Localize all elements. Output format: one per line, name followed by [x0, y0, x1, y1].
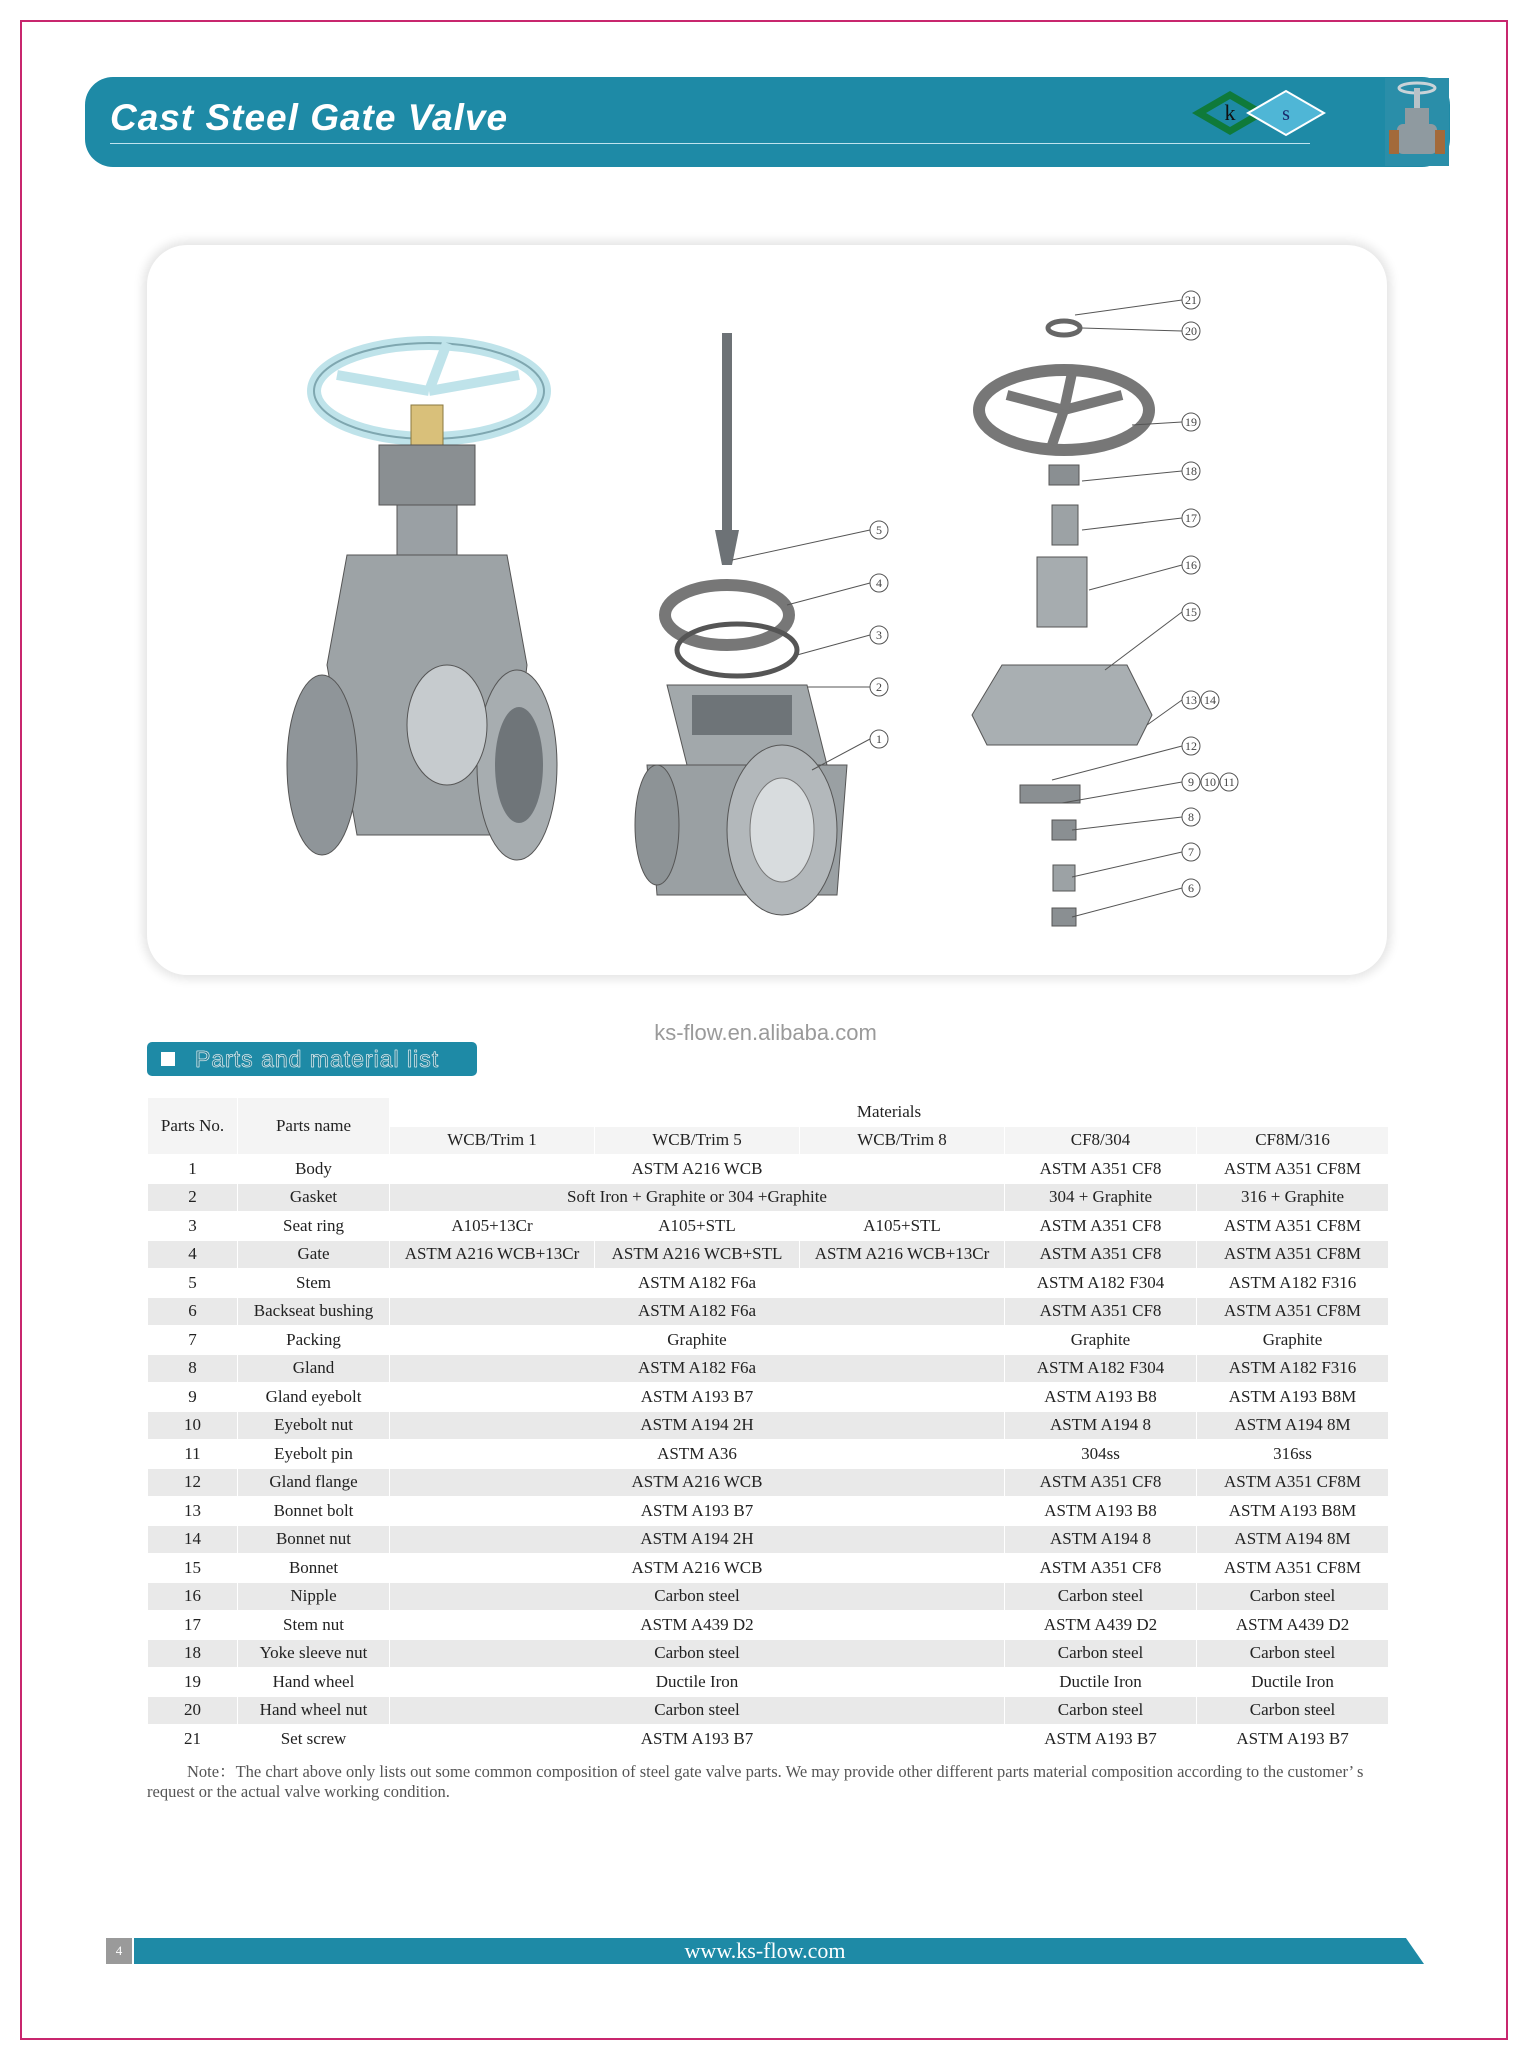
cell-no: 18 [148, 1639, 238, 1668]
cell-cf8m: ASTM A439 D2 [1197, 1611, 1389, 1640]
cell-cf8: ASTM A194 8 [1005, 1411, 1197, 1440]
callout-9: 9 [1188, 775, 1194, 789]
cell-name: Backseat bushing [238, 1297, 390, 1326]
table-row [148, 1155, 1389, 1184]
cell-wcb: ASTM A193 B7 [390, 1497, 1005, 1526]
cell-name: Gland eyebolt [238, 1383, 390, 1412]
cell-cf8m: ASTM A193 B8M [1197, 1497, 1389, 1526]
header-grade: WCB/Trim 1 [390, 1126, 595, 1155]
cell-cf8m: ASTM A194 8M [1197, 1525, 1389, 1554]
cell-cf8: ASTM A193 B8 [1005, 1497, 1197, 1526]
cell-cf8m: ASTM A351 CF8M [1197, 1155, 1389, 1184]
cell-no: 16 [148, 1582, 238, 1611]
cell-no: 14 [148, 1525, 238, 1554]
company-logo [1190, 88, 1340, 138]
section-bullet-icon [161, 1052, 175, 1066]
logo-letter-s: s [1282, 103, 1290, 125]
table-row [148, 1440, 1389, 1469]
cell-trim1: ASTM A216 WCB+13Cr [390, 1240, 595, 1269]
cell-wcb: ASTM A182 F6a [390, 1354, 1005, 1383]
table-row [148, 1183, 1389, 1212]
cell-cf8m: ASTM A351 CF8M [1197, 1554, 1389, 1583]
cell-wcb: ASTM A216 WCB [390, 1155, 1005, 1184]
callout-6: 6 [1188, 881, 1194, 895]
cell-name: Yoke sleeve nut [238, 1639, 390, 1668]
table-row [148, 1554, 1389, 1583]
cell-no: 9 [148, 1383, 238, 1412]
cell-no: 2 [148, 1183, 238, 1212]
cell-trim5: A105+STL [595, 1212, 800, 1241]
cell-no: 15 [148, 1554, 238, 1583]
cell-cf8: ASTM A351 CF8 [1005, 1155, 1197, 1184]
callout-2: 2 [876, 680, 882, 694]
cell-cf8: 304 + Graphite [1005, 1183, 1197, 1212]
table-row [148, 1639, 1389, 1668]
table-row [148, 1411, 1389, 1440]
cell-no: 13 [148, 1497, 238, 1526]
cell-wcb: Carbon steel [390, 1696, 1005, 1725]
table-row [148, 1269, 1389, 1298]
section-title: Parts and material list [195, 1046, 440, 1072]
cell-cf8m: 316 + Graphite [1197, 1183, 1389, 1212]
cell-wcb: ASTM A36 [390, 1440, 1005, 1469]
cell-wcb: Ductile Iron [390, 1668, 1005, 1697]
cell-cf8m: ASTM A351 CF8M [1197, 1240, 1389, 1269]
cell-name: Stem nut [238, 1611, 390, 1640]
cell-cf8m: ASTM A351 CF8M [1197, 1468, 1389, 1497]
cell-cf8: ASTM A182 F304 [1005, 1269, 1197, 1298]
cell-cf8m: Ductile Iron [1197, 1668, 1389, 1697]
cell-cf8: ASTM A193 B8 [1005, 1383, 1197, 1412]
cell-name: Eyebolt nut [238, 1411, 390, 1440]
cell-cf8: Ductile Iron [1005, 1668, 1197, 1697]
cell-cf8m: Carbon steel [1197, 1639, 1389, 1668]
cell-no: 12 [148, 1468, 238, 1497]
cell-wcb: Carbon steel [390, 1639, 1005, 1668]
table-row [148, 1582, 1389, 1611]
cell-cf8m: Carbon steel [1197, 1582, 1389, 1611]
cell-no: 11 [148, 1440, 238, 1469]
callout-19: 19 [1185, 415, 1197, 429]
table-row [148, 1497, 1389, 1526]
cell-cf8: Graphite [1005, 1326, 1197, 1355]
page-number: 4 [106, 1938, 132, 1964]
section-heading [147, 1042, 477, 1076]
cell-cf8m: ASTM A182 F316 [1197, 1269, 1389, 1298]
cell-no: 8 [148, 1354, 238, 1383]
cell-name: Bonnet bolt [238, 1497, 390, 1526]
callout-7: 7 [1188, 845, 1194, 859]
table-row [148, 1354, 1389, 1383]
header-grade: CF8M/316 [1197, 1126, 1389, 1155]
cell-cf8m: Graphite [1197, 1326, 1389, 1355]
valve-exploded-diagram [147, 245, 1387, 975]
cell-name: Gate [238, 1240, 390, 1269]
callout-4: 4 [876, 576, 882, 590]
cell-cf8m: ASTM A193 B8M [1197, 1383, 1389, 1412]
cell-wcb: ASTM A439 D2 [390, 1611, 1005, 1640]
parts-material-table [147, 1097, 1389, 1754]
cell-name: Stem [238, 1269, 390, 1298]
cell-cf8m: ASTM A351 CF8M [1197, 1212, 1389, 1241]
cell-cf8m: 316ss [1197, 1440, 1389, 1469]
cell-wcb: ASTM A194 2H [390, 1525, 1005, 1554]
cell-name: Hand wheel [238, 1668, 390, 1697]
cell-cf8: ASTM A351 CF8 [1005, 1468, 1197, 1497]
cell-cf8: ASTM A193 B7 [1005, 1725, 1197, 1754]
table-row [148, 1611, 1389, 1640]
table-row [148, 1383, 1389, 1412]
body-exploded-illustration [635, 333, 847, 915]
callout-8: 8 [1188, 810, 1194, 824]
table-row [148, 1525, 1389, 1554]
cell-name: Set screw [238, 1725, 390, 1754]
cell-wcb: Soft Iron + Graphite or 304 +Graphite [390, 1183, 1005, 1212]
cell-name: Bonnet [238, 1554, 390, 1583]
header-parts-no: Parts No. [148, 1098, 238, 1155]
title-underline [110, 143, 1310, 144]
cell-trim1: A105+13Cr [390, 1212, 595, 1241]
callout-21: 21 [1185, 293, 1197, 307]
table-row [148, 1696, 1389, 1725]
watermark-text: ks-flow.en.alibaba.com [654, 1020, 877, 1045]
cell-wcb: Graphite [390, 1326, 1005, 1355]
cell-name: Bonnet nut [238, 1525, 390, 1554]
callout-3: 3 [876, 628, 882, 642]
cell-wcb: ASTM A182 F6a [390, 1269, 1005, 1298]
cell-cf8: ASTM A439 D2 [1005, 1611, 1197, 1640]
cell-no: 20 [148, 1696, 238, 1725]
table-row [148, 1725, 1389, 1754]
cell-wcb: ASTM A193 B7 [390, 1725, 1005, 1754]
cell-trim8: A105+STL [800, 1212, 1005, 1241]
cell-no: 7 [148, 1326, 238, 1355]
table-row [148, 1212, 1389, 1241]
table-row [148, 1297, 1389, 1326]
cell-name: Gland flange [238, 1468, 390, 1497]
callout-12: 12 [1185, 739, 1197, 753]
cell-wcb: ASTM A216 WCB [390, 1554, 1005, 1583]
cell-name: Body [238, 1155, 390, 1184]
cell-cf8: ASTM A351 CF8 [1005, 1297, 1197, 1326]
cell-cf8m: ASTM A182 F316 [1197, 1354, 1389, 1383]
table-row [148, 1240, 1389, 1269]
cell-cf8: Carbon steel [1005, 1582, 1197, 1611]
cell-cf8m: ASTM A193 B7 [1197, 1725, 1389, 1754]
header-materials: Materials [390, 1098, 1389, 1127]
cell-cf8m: Carbon steel [1197, 1696, 1389, 1725]
cell-no: 10 [148, 1411, 238, 1440]
callout-16: 16 [1185, 558, 1197, 572]
cell-cf8: Carbon steel [1005, 1639, 1197, 1668]
cell-cf8: ASTM A351 CF8 [1005, 1240, 1197, 1269]
cell-cf8: ASTM A182 F304 [1005, 1354, 1197, 1383]
callout-15: 15 [1185, 605, 1197, 619]
cell-wcb: Carbon steel [390, 1582, 1005, 1611]
valve-illustration-panel [147, 245, 1387, 975]
logo-letter-k: k [1224, 100, 1236, 125]
header-grade: WCB/Trim 8 [800, 1126, 1005, 1155]
cell-name: Hand wheel nut [238, 1696, 390, 1725]
cell-wcb: ASTM A216 WCB [390, 1468, 1005, 1497]
cell-trim5: ASTM A216 WCB+STL [595, 1240, 800, 1269]
header-grade: CF8/304 [1005, 1126, 1197, 1155]
cell-no: 19 [148, 1668, 238, 1697]
callout-18: 18 [1185, 464, 1197, 478]
cell-name: Seat ring [238, 1212, 390, 1241]
callout-11: 11 [1223, 775, 1235, 789]
table-row [148, 1326, 1389, 1355]
cell-trim8: ASTM A216 WCB+13Cr [800, 1240, 1005, 1269]
cell-cf8m: ASTM A351 CF8M [1197, 1297, 1389, 1326]
page-footer [106, 1938, 1424, 1964]
cell-name: Packing [238, 1326, 390, 1355]
cell-no: 6 [148, 1297, 238, 1326]
cell-no: 3 [148, 1212, 238, 1241]
callout-10: 10 [1204, 775, 1216, 789]
cell-name: Gland [238, 1354, 390, 1383]
callout-17: 17 [1185, 511, 1197, 525]
callout-20: 20 [1185, 324, 1197, 338]
cutaway-valve-illustration [287, 343, 557, 860]
callout-5: 5 [876, 523, 882, 537]
bonnet-exploded-illustration [972, 321, 1152, 926]
callout-1: 1 [876, 732, 882, 746]
footer-url: www.ks-flow.com [684, 1938, 846, 1963]
cell-cf8: ASTM A194 8 [1005, 1525, 1197, 1554]
cell-wcb: ASTM A182 F6a [390, 1297, 1005, 1326]
callout-13: 13 [1185, 693, 1197, 707]
cell-wcb: ASTM A193 B7 [390, 1383, 1005, 1412]
header-parts-name: Parts name [238, 1098, 390, 1155]
cell-cf8: ASTM A351 CF8 [1005, 1554, 1197, 1583]
cell-cf8: 304ss [1005, 1440, 1197, 1469]
valve-thumbnail [1385, 78, 1449, 166]
cell-cf8: Carbon steel [1005, 1696, 1197, 1725]
cell-wcb: ASTM A194 2H [390, 1411, 1005, 1440]
cell-no: 5 [148, 1269, 238, 1298]
cell-no: 1 [148, 1155, 238, 1184]
page-title: Cast Steel Gate Valve [110, 97, 509, 138]
header-grade: WCB/Trim 5 [595, 1126, 800, 1155]
cell-no: 4 [148, 1240, 238, 1269]
callout-14: 14 [1204, 693, 1216, 707]
table-row [148, 1468, 1389, 1497]
cell-no: 17 [148, 1611, 238, 1640]
cell-name: Eyebolt pin [238, 1440, 390, 1469]
cell-no: 21 [148, 1725, 238, 1754]
cell-name: Gasket [238, 1183, 390, 1212]
table-row [148, 1668, 1389, 1697]
cell-cf8: ASTM A351 CF8 [1005, 1212, 1197, 1241]
table-note: Note：The chart above only lists out some common composition of steel gate valve parts. We may provide other different parts material composition according to the customer’ s request or the actual valve working condition. [147, 1762, 1364, 1801]
cell-cf8m: ASTM A194 8M [1197, 1411, 1389, 1440]
cell-name: Nipple [238, 1582, 390, 1611]
